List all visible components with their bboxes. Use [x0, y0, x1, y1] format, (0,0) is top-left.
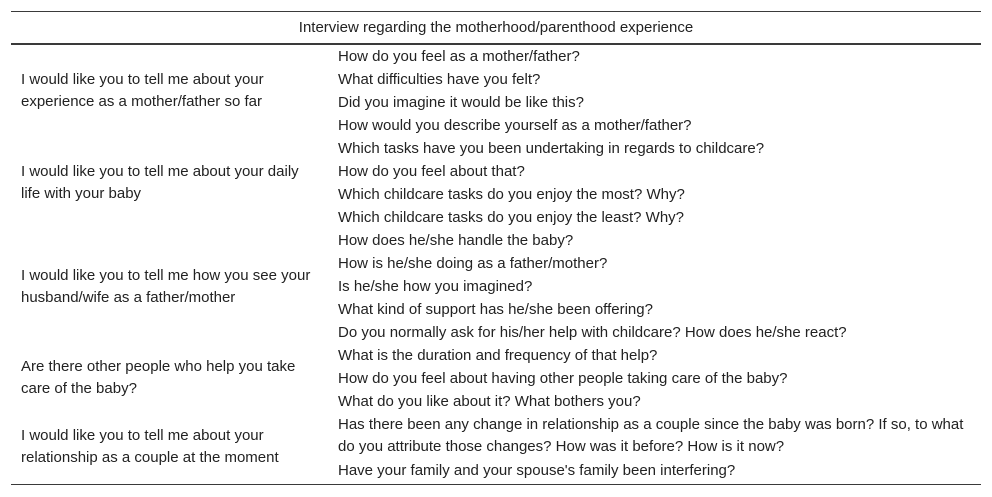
question-cell: Which childcare tasks do you enjoy the least? Why? [338, 209, 685, 226]
question-cell: How does he/she handle the baby? [338, 232, 574, 249]
table-body [11, 45, 981, 484]
question-cell: Which tasks have you been undertaking in regards to childcare? [338, 140, 765, 157]
question-cell: How is he/she doing as a father/mother? [338, 255, 608, 272]
question-cell: What difficulties have you felt? [338, 71, 541, 88]
question-cell: Has there been any change in relationship as a couple since the baby was born? If so, to what do you attribute those changes? How was it before? How is it now? [338, 416, 964, 455]
question-cell: How do you feel about that? [338, 163, 525, 180]
topic-cell: Are there other people who help you take care of the baby? [21, 358, 296, 397]
question-cell: What is the duration and frequency of that help? [338, 347, 658, 364]
question-cell: How do you feel as a mother/father? [338, 48, 580, 65]
topic-cell: I would like you to tell me about your relationship as a couple at the moment [21, 427, 279, 466]
question-cell: Is he/she how you imagined? [338, 278, 533, 295]
question-cell: Have your family and your spouse's family been interfering? [338, 462, 736, 479]
topic-cell: I would like you to tell me about your daily life with your baby [21, 163, 299, 202]
question-cell: Which childcare tasks do you enjoy the most? Why? [338, 186, 685, 203]
question-cell: Do you normally ask for his/her help with childcare? How does he/she react? [338, 324, 847, 341]
question-cell: How do you feel about having other people taking care of the baby? [338, 370, 788, 387]
topic-cell: I would like you to tell me how you see your husband/wife as a father/mother [21, 267, 311, 306]
topic-column [11, 45, 331, 484]
question-cell: What do you like about it? What bothers you? [338, 393, 641, 410]
table-header: Interview regarding the motherhood/parenthood experience [298, 19, 694, 36]
question-cell: How would you describe yourself as a mother/father? [338, 117, 692, 134]
question-cell: What kind of support has he/she been offering? [338, 301, 653, 318]
interview-table [11, 11, 981, 485]
question-column [338, 45, 978, 484]
topic-cell: I would like you to tell me about your experience as a mother/father so far [21, 71, 264, 110]
question-cell: Did you imagine it would be like this? [338, 94, 584, 111]
table-bottom-rule [11, 484, 981, 485]
